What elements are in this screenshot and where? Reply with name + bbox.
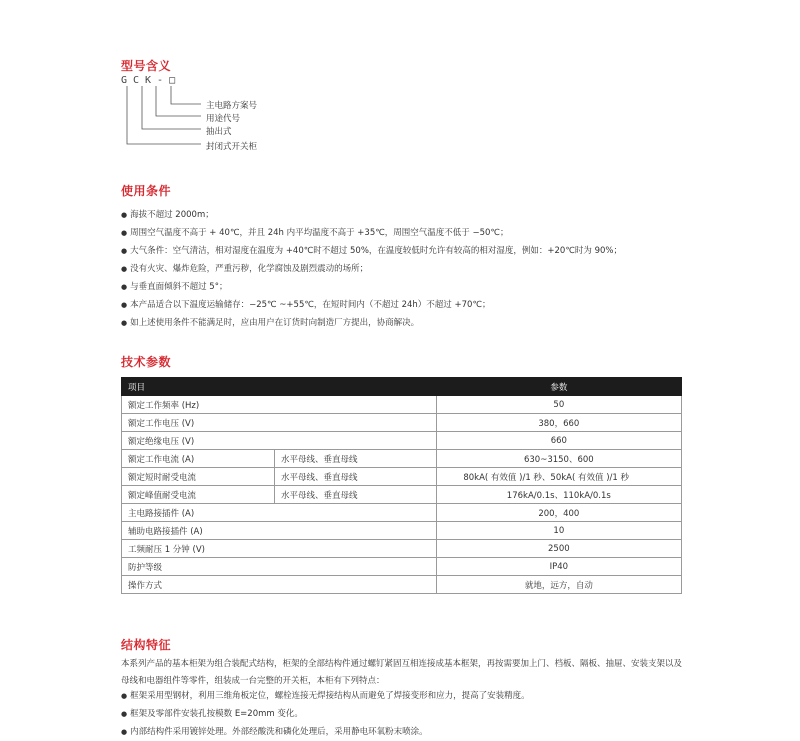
model-label-enclosed: 封闭式开关柜: [206, 142, 258, 152]
row-item: 额定工作电压 (V): [122, 414, 437, 432]
list-item-text: 框架采用型钢材，利用三维角板定位，螺栓连接无焊接结构从而避免了焊接变形和应力，提高了安装精度。: [130, 691, 530, 701]
list-item-text: 本产品适合以下温度运输储存：−25℃ ~+55℃，在短时间内（不超过 24h）不超过 +70℃；: [130, 300, 491, 310]
bullet-icon: ●: [121, 301, 128, 309]
table-row: [122, 414, 682, 432]
model-label-main-circuit: 主电路方案号: [206, 101, 258, 111]
table-row: [122, 486, 682, 504]
row-value: 380，660: [436, 414, 681, 432]
table-row: [122, 558, 682, 576]
row-item: 工频耐压 1 分钟 (V): [122, 540, 437, 558]
row-sub: 水平母线、垂直母线: [275, 468, 437, 486]
table-row: [122, 432, 682, 450]
list-item-text: 与垂直面倾斜不超过 5°；: [130, 282, 228, 292]
model-label-usage-code: 用途代号: [206, 114, 241, 124]
structure-list: [121, 687, 530, 741]
bullet-icon: ●: [121, 265, 128, 273]
row-item: 主电路接插件 (A): [122, 504, 437, 522]
list-item: [121, 242, 622, 260]
header-item: 项目: [122, 378, 437, 396]
row-item: 操作方式: [122, 576, 437, 594]
row-value: 630~3150、600: [436, 450, 681, 468]
row-value: 200，400: [436, 504, 681, 522]
list-item: [121, 224, 622, 242]
list-item: [121, 314, 622, 332]
list-item-text: 没有火灾、爆炸危险，严重污秽，化学腐蚀及剧烈震动的场所；: [130, 264, 369, 274]
table-row: [122, 540, 682, 558]
row-item: 额定工作频率 (Hz): [122, 396, 437, 414]
table-header-row: [122, 378, 682, 396]
list-item-text: 如上述使用条件不能满足时，应由用户在订货时向制造厂方提出，协商解决。: [130, 318, 420, 328]
list-item: [121, 687, 530, 705]
params-section-title: 技术参数: [121, 355, 172, 369]
model-label-drawout: 抽出式: [206, 127, 232, 137]
model-diagram-lines: [121, 86, 211, 148]
row-item: 额定峰值耐受电流: [122, 486, 275, 504]
list-item: [121, 723, 530, 741]
conditions-section-title: 使用条件: [121, 184, 172, 198]
bullet-icon: ●: [121, 692, 128, 700]
list-item: [121, 206, 622, 224]
row-value: IP40: [436, 558, 681, 576]
row-value: 80kA( 有效值 )/1 秒、50kA( 有效值 )/1 秒: [436, 468, 681, 486]
row-value: 就地，远方，自动: [436, 576, 681, 594]
bullet-icon: ●: [121, 247, 128, 255]
list-item-text: 框架及零部件安装孔按模数 E=20mm 变化。: [130, 709, 303, 719]
bullet-icon: ●: [121, 728, 128, 736]
row-value: 50: [436, 396, 681, 414]
table-row: [122, 468, 682, 486]
list-item-text: 周围空气温度不高于 + 40℃，并且 24h 内平均温度不高于 +35℃，周围空气温度不低于 −50℃；: [130, 228, 509, 238]
row-sub: 水平母线、垂直母线: [275, 450, 437, 468]
row-item: 额定短时耐受电流: [122, 468, 275, 486]
row-sub: 水平母线、垂直母线: [275, 486, 437, 504]
header-value: 参数: [436, 378, 681, 396]
list-item-text: 大气条件：空气清洁，相对湿度在温度为 +40℃时不超过 50%，在温度较低时允许有较高的相对湿度，例如：+20℃时为 90%；: [130, 246, 622, 256]
row-item: 防护等级: [122, 558, 437, 576]
structure-section-title: 结构特征: [121, 638, 172, 652]
table-row: [122, 522, 682, 540]
table-row: [122, 576, 682, 594]
row-value: 660: [436, 432, 681, 450]
structure-paragraph: 本系列产品的基本柜架为组合装配式结构，柜架的全部结构件通过螺钉紧固互相连接成基本框架，再按需要加上门、档板、隔板、抽屉、安装支架以及母线和电器组件等零件，组装成一台完整的开关柜，本柜有下列特点：: [121, 659, 683, 686]
list-item-text: 内部结构件采用镀锌处理。外部经酸洗和磷化处理后，采用静电环氧粉末喷涂。: [130, 727, 428, 737]
row-item: 额定绝缘电压 (V): [122, 432, 437, 450]
bullet-icon: ●: [121, 283, 128, 291]
row-item: 辅助电路接插件 (A): [122, 522, 437, 540]
row-value: 10: [436, 522, 681, 540]
table-row: [122, 396, 682, 414]
model-section-title: 型号含义: [121, 59, 172, 73]
list-item-text: 海拔不超过 2000m；: [130, 210, 214, 220]
bullet-icon: ●: [121, 211, 128, 219]
table-row: [122, 450, 682, 468]
list-item: [121, 278, 622, 296]
row-value: 2500: [436, 540, 681, 558]
row-value: 176kA/0.1s、110kA/0.1s: [436, 486, 681, 504]
params-table: [121, 377, 682, 594]
list-item: [121, 260, 622, 278]
bullet-icon: ●: [121, 319, 128, 327]
table-row: [122, 504, 682, 522]
model-code: GCK-□: [121, 75, 182, 86]
list-item: [121, 296, 622, 314]
bullet-icon: ●: [121, 710, 128, 718]
row-item: 额定工作电流 (A): [122, 450, 275, 468]
conditions-list: [121, 206, 622, 332]
bullet-icon: ●: [121, 229, 128, 237]
list-item: [121, 705, 530, 723]
